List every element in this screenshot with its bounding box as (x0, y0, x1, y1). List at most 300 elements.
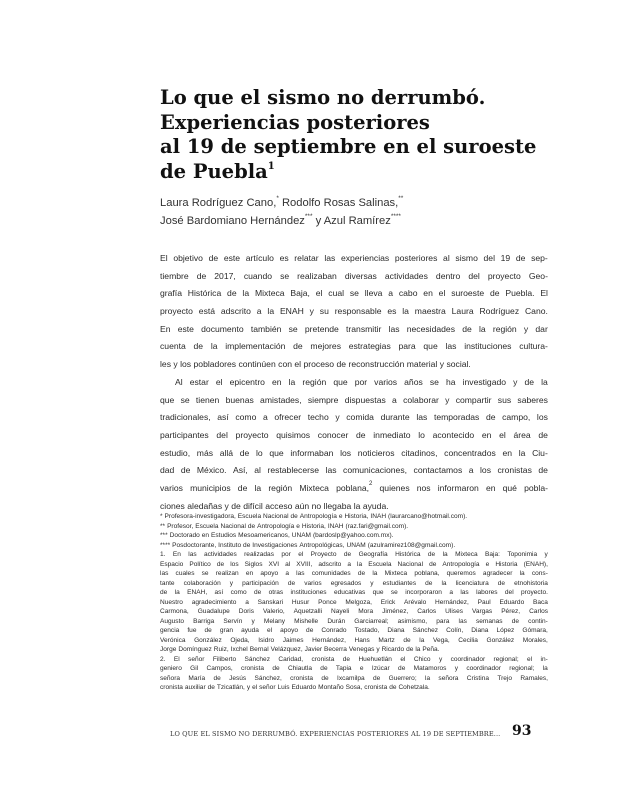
word: actividades (203, 551, 237, 558)
word: y (173, 359, 178, 370)
word: Nacional (263, 513, 289, 520)
word: cronista (364, 684, 388, 691)
word: y (224, 500, 229, 511)
running-footer-title: LO QUE EL SISMO NO DERRUMBÓ. EXPERIENCIAS POSTERIORES AL 19 DE SEPTIEMBRE... (170, 730, 501, 738)
word: incorporaron (405, 589, 442, 596)
word: López (496, 627, 515, 634)
word: González (194, 636, 222, 644)
word: colaborar (403, 394, 439, 405)
word: sus (497, 394, 512, 405)
word: Antropología (257, 522, 295, 530)
word: de (253, 589, 262, 596)
word: Hernández, (312, 636, 346, 644)
word: estrategias (348, 341, 391, 352)
word: ayuda. (362, 500, 389, 511)
word: aledañas (187, 500, 223, 511)
word: pobladores (193, 359, 237, 370)
word: conocer (317, 429, 349, 440)
word: Conrado (321, 627, 347, 634)
word: INAH (370, 513, 387, 520)
word: apoyo (260, 570, 279, 577)
word: geniero (160, 665, 182, 672)
word: en (481, 429, 492, 440)
word: qué (502, 482, 517, 493)
word: se (288, 323, 298, 334)
body-line (160, 480, 548, 498)
word: contactamos (413, 465, 463, 476)
word: la (419, 636, 425, 644)
word: la (519, 570, 525, 577)
word: siempre (307, 394, 339, 405)
word: de (462, 323, 472, 334)
word: Antropología (442, 560, 480, 568)
word: cuenta (160, 341, 186, 352)
word: En (160, 323, 171, 334)
footnote-line (160, 531, 548, 541)
word: maestra (414, 306, 446, 317)
word: actividades (384, 270, 428, 281)
word: mejores (310, 341, 341, 352)
word: Filiberto (212, 655, 237, 663)
word: suroeste (451, 288, 485, 299)
word: realizadas (244, 551, 274, 558)
word: Guerrero; (388, 674, 417, 682)
word: el (298, 551, 304, 558)
word: del (504, 589, 514, 596)
word: auxiliar (184, 684, 206, 691)
word: Jiménez, (382, 608, 409, 615)
word: (laurarcano@hotmail.com). (388, 513, 468, 520)
word: Pérez, (501, 608, 521, 615)
word: de (515, 253, 526, 263)
word: Nayeli (331, 608, 350, 615)
word: Arévalo (404, 598, 427, 606)
word: a (285, 570, 289, 577)
word: continúen (238, 359, 276, 370)
word: la (424, 674, 431, 682)
word: en (272, 376, 282, 387)
word: la (541, 376, 548, 387)
word: el (252, 684, 258, 691)
word: Mixteca (299, 482, 329, 493)
word: lo (418, 429, 425, 440)
word: Jaimes (282, 636, 304, 644)
word: Mixteca (455, 551, 478, 558)
title-line: Lo que el sismo no derrumbó. (160, 86, 486, 109)
word: egresados (330, 579, 362, 587)
word: Escuela (195, 522, 219, 530)
word: de (489, 288, 500, 299)
word: las (160, 570, 169, 577)
footnote-line (160, 579, 548, 589)
word: de (207, 684, 215, 691)
word: cronista (241, 665, 264, 672)
title-line (160, 160, 560, 185)
word: que (269, 447, 284, 458)
word: lleva (364, 288, 383, 299)
word: como (230, 589, 247, 596)
word: El (173, 655, 180, 663)
word: Cohetzala. (398, 684, 430, 691)
word: artículo (245, 253, 274, 263)
word: Aquetzalli (293, 608, 323, 615)
footnote-ref: 2 (369, 480, 373, 487)
word: de (403, 636, 411, 644)
word: cronista (160, 684, 183, 691)
word: documento (201, 323, 244, 334)
word: Puebla. (505, 288, 535, 299)
word: 1. (160, 551, 166, 558)
word: Escuela (237, 513, 262, 520)
word: Martz (378, 636, 395, 644)
word: implementación (225, 341, 286, 352)
word: realizan (215, 570, 239, 577)
word: informaban (290, 447, 334, 458)
word: y (370, 579, 374, 587)
word: ayuda (241, 627, 259, 634)
word: municipios (190, 482, 231, 493)
word: de (524, 376, 535, 387)
word: apoyo (280, 627, 298, 634)
word: de (193, 341, 204, 352)
word: Melgoza, (345, 598, 372, 606)
word: de (196, 270, 207, 281)
word: Javier (304, 646, 323, 653)
word: cuando (243, 270, 273, 281)
word: de (227, 288, 237, 299)
word: compartir (455, 394, 492, 405)
word: Profesora-investigadora, (164, 513, 236, 520)
footnote-line (160, 512, 548, 522)
word: experiencias (340, 253, 390, 263)
word: Instituto (218, 541, 242, 549)
word: Cecilia (458, 636, 478, 644)
word: de (239, 447, 250, 458)
word: Así, (232, 465, 248, 476)
word: asimismo, (397, 617, 428, 625)
word: Ruiz, (213, 646, 229, 653)
word: e (359, 665, 364, 672)
word: poblana, (414, 570, 440, 577)
word: con (278, 359, 292, 370)
word: de (320, 665, 328, 672)
word: Espacio (160, 560, 184, 568)
word: el (215, 376, 223, 387)
word: Doctorado (169, 532, 200, 539)
word: Jorge (160, 646, 177, 653)
footnote-line (160, 617, 548, 627)
word: coordinador (466, 665, 501, 672)
word: cronista (290, 674, 314, 682)
word: de (357, 570, 366, 577)
word: la (174, 589, 180, 596)
word: es (387, 306, 397, 317)
word: ENAH (279, 306, 304, 317)
word: Escuela (368, 560, 392, 568)
word: **** (160, 541, 171, 549)
word: Ponce (318, 598, 337, 606)
word: quisimos (276, 429, 311, 440)
word: la (254, 482, 262, 493)
word: Campos, (206, 665, 233, 672)
word: los (230, 560, 239, 568)
word: las (388, 323, 400, 334)
word: está (198, 306, 216, 317)
word: las (445, 341, 457, 352)
word: restablecerse (267, 465, 320, 476)
word: no (311, 500, 322, 511)
word: que (333, 376, 348, 387)
word: así (214, 589, 224, 596)
word: Ramales, (520, 674, 548, 682)
word: Nacional (220, 522, 246, 530)
word: al (443, 253, 450, 263)
word: Historia, (301, 522, 326, 530)
word: de (306, 627, 314, 634)
word: de (427, 551, 436, 558)
word: Siglos (244, 560, 263, 568)
word: Sánchez, (254, 674, 282, 682)
word: varios (374, 376, 398, 387)
word: la (441, 579, 447, 587)
word: Historia, (344, 513, 369, 520)
word: colaboración (183, 579, 221, 587)
word: epicentro (229, 376, 265, 387)
word: gran (219, 627, 233, 634)
word: semanas (476, 617, 503, 625)
word: que (160, 394, 175, 405)
word: a (468, 465, 474, 476)
word: en (423, 288, 433, 299)
word: participación (242, 579, 279, 587)
footnote-line (160, 607, 548, 617)
word: comunicaciones, (343, 465, 408, 476)
word: la (357, 560, 363, 568)
footnote-line (160, 626, 548, 636)
word: y (229, 579, 234, 587)
word: En (172, 551, 181, 558)
word: e (485, 560, 490, 568)
word: de (356, 429, 366, 440)
word: la (518, 447, 526, 458)
word: de (287, 579, 296, 587)
word: lo (256, 447, 263, 458)
word: de (406, 646, 414, 653)
footnote-line (160, 664, 548, 674)
word: Vargas (471, 608, 493, 615)
word: proyecto. (521, 589, 548, 596)
title-line: al 19 de septiembre en el suroeste (160, 135, 537, 158)
word: los (480, 465, 491, 476)
word: también (250, 323, 282, 334)
word: Paul (477, 598, 491, 606)
body-line (160, 250, 548, 268)
word: de (213, 674, 221, 682)
word: Investigaciones (252, 541, 298, 549)
word: Toponimia (507, 551, 538, 558)
page-number: 93 (512, 723, 532, 739)
word: a (256, 306, 262, 317)
word: se (349, 288, 359, 299)
word: Histórica (187, 288, 222, 299)
footnote-line (160, 598, 548, 608)
word: techo (307, 412, 329, 423)
word: contin- (528, 617, 548, 625)
word: del (216, 429, 228, 440)
word: Histórica (395, 551, 421, 558)
word: labores (476, 589, 498, 596)
word: Eduardo (291, 684, 317, 691)
word: difícil (243, 500, 263, 511)
word: 19 (500, 253, 511, 263)
word: Mesoamericanos, (238, 532, 290, 539)
word: y (513, 376, 518, 387)
word: Sanskari (257, 598, 284, 606)
word: Nuestro (160, 598, 183, 606)
word: en (245, 570, 254, 577)
footnote-line (160, 645, 548, 655)
word: pobla- (524, 482, 548, 493)
word: grafía (160, 288, 182, 299)
body-line (160, 321, 548, 339)
word: dar (535, 323, 548, 334)
body-line (160, 356, 548, 374)
word: de (485, 412, 496, 423)
word: la (402, 306, 409, 317)
word: cultura- (519, 341, 548, 352)
word: El (540, 288, 548, 299)
word: Hernández, (434, 598, 469, 606)
authors-line-1 (160, 194, 560, 212)
word: buenas (225, 394, 254, 405)
word: Servín (223, 617, 243, 625)
word: Domínguez (178, 646, 212, 653)
word: más (196, 447, 214, 458)
word: Colín, (446, 627, 464, 634)
article-title (160, 86, 560, 184)
word: Luis (277, 684, 290, 691)
word: por (281, 551, 291, 558)
word: Tzicatlán, (216, 684, 245, 691)
word: Rodríguez (479, 306, 520, 317)
word: campo, (502, 412, 531, 423)
word: señora (160, 674, 181, 682)
word: (bardoslp@yahoo.com.mx). (312, 532, 394, 539)
word: región (302, 376, 327, 387)
word: Husur (291, 598, 310, 606)
word: cual (328, 288, 345, 299)
word: de (343, 551, 352, 558)
word: regional; (493, 655, 519, 663)
word: XVIII, (296, 560, 313, 568)
word: la (353, 500, 361, 511)
word: Jesús (229, 674, 247, 682)
word: (azulramirez108@gmail.com). (367, 541, 456, 549)
word: es (279, 253, 289, 263)
word: durante (380, 412, 410, 423)
word: El (160, 253, 168, 263)
word: las (188, 551, 197, 558)
word: ciones (160, 500, 185, 511)
word: material (406, 359, 438, 370)
authors-line-2 (160, 212, 560, 230)
word: de (538, 429, 548, 440)
word: tante (160, 579, 175, 587)
body-line (160, 285, 548, 303)
word: Morales, (522, 636, 548, 644)
word: y (445, 394, 450, 405)
word: XVI (268, 560, 280, 568)
word: la (288, 376, 296, 387)
word: y (376, 646, 380, 653)
word: proceso (303, 359, 335, 370)
word: área (513, 429, 531, 440)
word: cabo (398, 288, 418, 299)
word: Tapia (335, 665, 352, 672)
word: aún (294, 500, 310, 511)
word: llegaba (323, 500, 352, 511)
word: sismo (455, 253, 478, 263)
word: Montaño (318, 684, 344, 691)
word: cronista (311, 655, 335, 663)
word: la (242, 288, 250, 299)
word: de (293, 341, 303, 352)
word: Becerra (324, 646, 347, 653)
word: las (296, 570, 305, 577)
word: de (429, 560, 437, 568)
word: de (342, 655, 351, 663)
author-note-marker: *** (304, 213, 313, 220)
word: agradecer (482, 570, 513, 577)
author-name: Laura Rodríguez Cano, (160, 197, 277, 209)
article-authors (160, 194, 560, 230)
word: así (217, 412, 229, 423)
word: Matamoros (413, 665, 447, 672)
word: Ixcamilpa (337, 674, 365, 682)
word: e (338, 513, 343, 520)
word: otras (268, 589, 284, 596)
word: Posdoctorante, (172, 541, 217, 549)
word: cuales (175, 570, 195, 577)
word: señor (188, 655, 205, 663)
word: a (449, 589, 453, 596)
word: reconstrucción (348, 359, 405, 370)
word: Melany (263, 617, 286, 625)
word: fue (187, 627, 197, 634)
word: en (485, 482, 496, 493)
word: Antropología (299, 513, 337, 520)
word: estudiantes (382, 579, 417, 587)
word: el (499, 429, 506, 440)
word: Durán (327, 617, 346, 625)
word: Izúcar (371, 665, 390, 672)
word: tienen (195, 394, 220, 405)
word: señora (438, 674, 459, 682)
word: sep- (531, 253, 548, 263)
word: este (177, 323, 194, 334)
word: que (423, 341, 438, 352)
word: este (223, 253, 241, 263)
word: queremos (446, 570, 476, 577)
word: de (398, 665, 406, 672)
word: nos (416, 482, 431, 493)
word: ofrecer (274, 412, 302, 423)
word: y (439, 359, 445, 370)
word: Sosa, (345, 684, 363, 691)
footnotes (160, 512, 548, 693)
word: in- (540, 655, 548, 663)
word: Ixchel (230, 646, 248, 653)
